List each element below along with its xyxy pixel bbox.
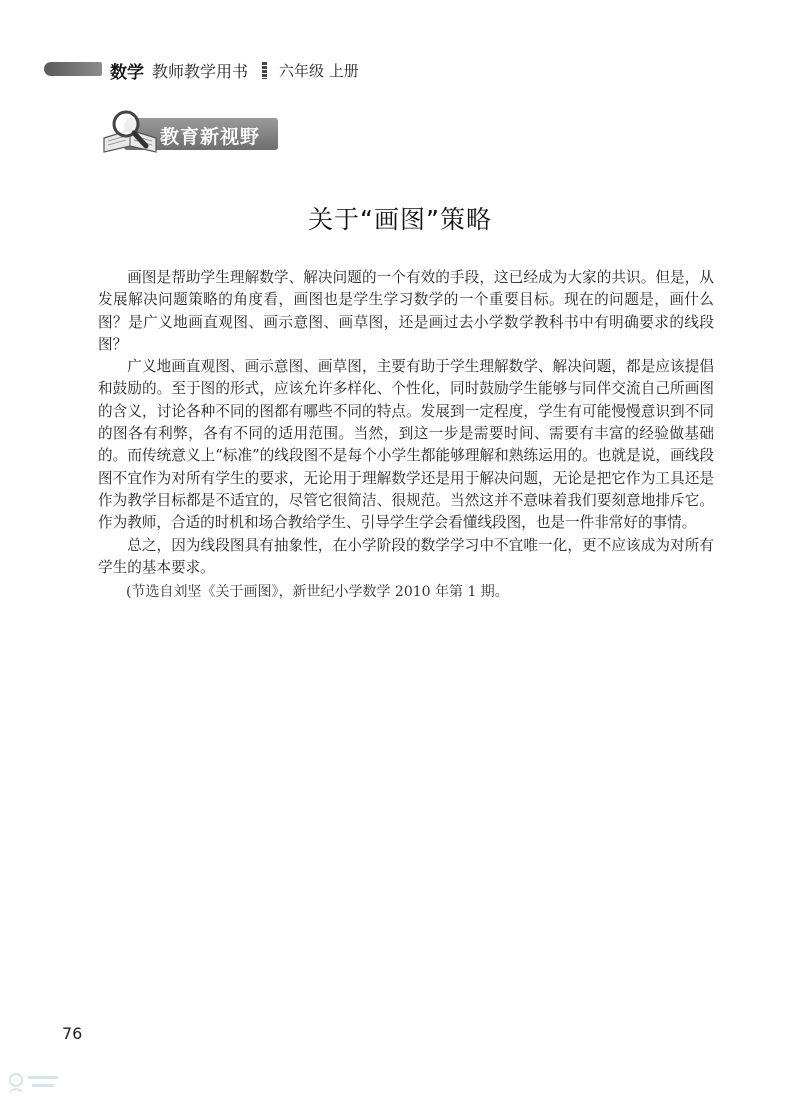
header-subject: 数学 bbox=[110, 63, 144, 83]
running-header bbox=[110, 58, 359, 83]
section-banner bbox=[100, 114, 280, 154]
header-book-title: 教师教学用书 bbox=[152, 62, 249, 81]
page-number: 76 bbox=[62, 1024, 83, 1043]
article-citation: (节选自刘坚《关于画图》，新世纪小学数学 2010 年第 1 期。 bbox=[126, 584, 509, 601]
article-paragraph: 画图是帮助学生理解数学、解决问题的一个有效的手段，这已经成为大家的共识。但是，从发展解决问题策略的角度看，画图也是学生学习数学的一个重要目标。现在的问题是，画什么图？是广义地画直观图、画示意图、画草图，还是画过去小学数学教科书中有明确要求的线段图？ bbox=[98, 269, 714, 353]
header-separator bbox=[262, 62, 267, 79]
article-body bbox=[98, 267, 714, 603]
watermark-logo bbox=[4, 1066, 64, 1106]
banner-label: 教育新视野 bbox=[160, 126, 261, 148]
article-paragraph: 广义地画直观图、画示意图、画草图，主要有助于学生理解数学、解决问题，都是应该提倡和鼓励的。至于图的形式，应该允许多样化、个性化，同时鼓励学生能够与同伴交流自己所画图的含义，讨论各种不同的图都有哪些不同的特点。发展到一定程度，学生有可能慢慢意识到不同的图各有利弊，各有不同的适用范围。当然，到这一步是需要时间、需要有丰富的经验做基础的。而传统意义上“标准”的线段图不是每个小学生都能够理解和熟练运用的。也就是说，画线段图不宜作为对所有学生的要求，无论用于理解数学还是用于解决问题，无论是把它作为工具还是作为教学目标都是不适宜的，尽管它很简洁、很规范。当然这并不意味着我们要刻意地排斥它。作为教师，合适的时机和场合教给学生、引导学生学会看懂线段图，也是一件非常好的事情。 bbox=[98, 358, 714, 532]
article-title: 关于“画图”策略 bbox=[308, 205, 492, 234]
header-grade: 六年级 上册 bbox=[279, 62, 359, 80]
magnifier-book-icon bbox=[100, 108, 162, 160]
header-decoration-bar bbox=[44, 62, 102, 76]
article-paragraph: 总之，因为线段图具有抽象性，在小学阶段的数学学习中不宜唯一化，更不应该成为对所有学生的基本要求。 bbox=[98, 536, 714, 576]
